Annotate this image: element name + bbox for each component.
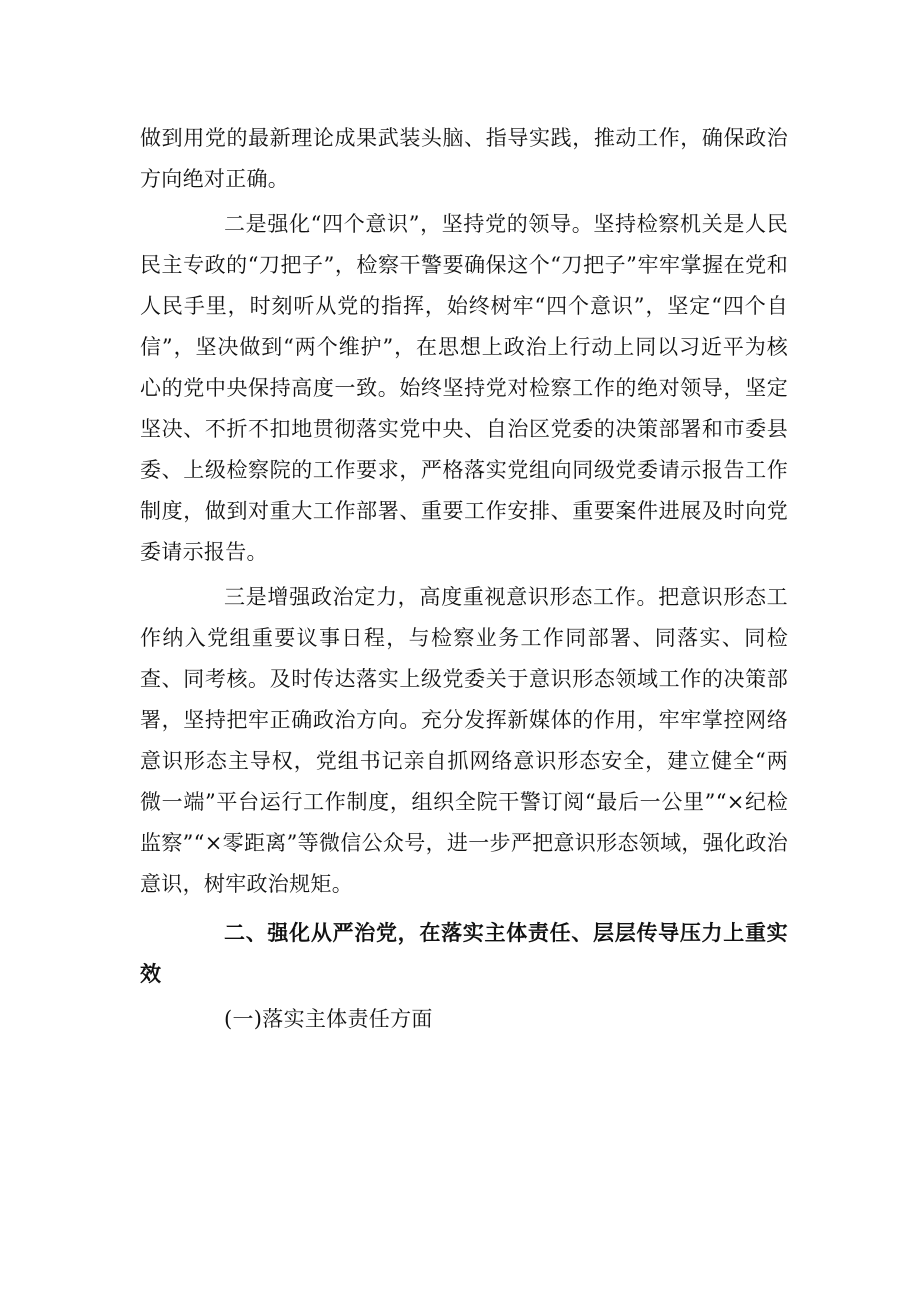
paragraph-political-resolve: 三是增强政治定力，高度重视意识形态工作。把意识形态工作纳入党组重要议事日程，与检察业务工作同部署、同落实、同检查、同考核。及时传达落实上级党委关于意识形态领域工作的决策部署，坚持把牢正确政治方向。充分发挥新媒体的作用，牢牢掌控网络意识形态主导权，党组书记亲自抓网络意识形态安全，建立健全“两微一端”平台运行工作制度，组织全院干警订阅“最后一公里”“×纪检监察”“×零距离”等微信公众号，进一步严把意识形态领域，强化政治意识，树牢政治规矩。 — [140, 585, 788, 896]
section-heading: 二、强化从严治党，在落实主体责任、层层传导压力上重实效 — [140, 921, 788, 986]
document-body — [140, 118, 788, 1040]
paragraph-continuation: 做到用党的最新理论成果武装头脑、指导实践，推动工作，确保政治方向绝对正确。 — [140, 126, 788, 191]
subsection-heading: (一)落实主体责任方面 — [224, 1007, 433, 1031]
paragraph-four-consciousness: 二是强化“四个意识”，坚持党的领导。坚持检察机关是人民民主专政的“刀把子”，检察干警要确保这个“刀把子”牢牢掌握在党和人民手里，时刻听从党的指挥，始终树牢“四个意识”，坚定“四个自信”，坚决做到“两个维护”，在思想上政治上行动上同以习近平为核心的党中央保持高度一致。始终坚持党对检察工作的绝对领导，坚定坚决、不折不扣地贯彻落实党中央、自治区党委的决策部署和市委县委、上级检察院的工作要求，严格落实党组向同级党委请示报告工作制度，做到对重大工作部署、重要工作安排、重要案件进展及时向党委请示报告。 — [140, 212, 788, 564]
